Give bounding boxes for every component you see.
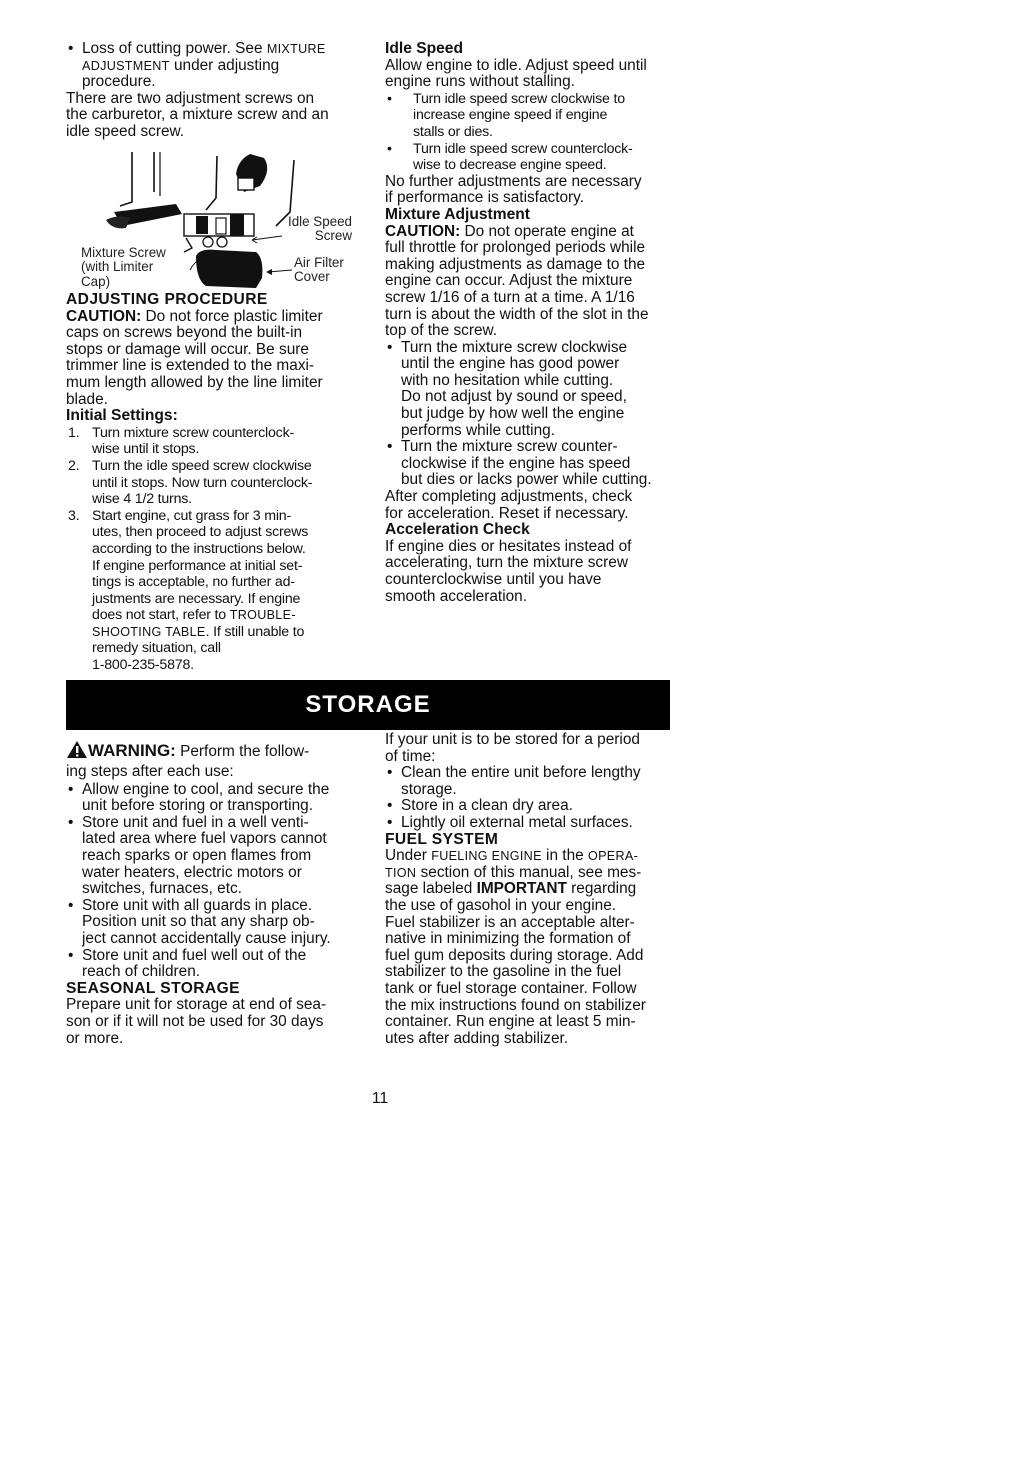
warning-triangle-icon bbox=[66, 740, 88, 764]
bullet-icon: • bbox=[387, 764, 393, 782]
warning-paragraph: WARNING: Perform the follow- bbox=[66, 740, 366, 764]
storage-right-column bbox=[385, 732, 685, 1047]
section-heading: ADJUSTING PROCEDURE bbox=[66, 291, 268, 308]
bullet-icon: • bbox=[387, 438, 393, 456]
bullet-icon: • bbox=[68, 946, 74, 964]
cross-reference: ADJUSTMENT bbox=[82, 58, 170, 73]
bullet-icon: • bbox=[387, 813, 393, 831]
list-item: • Clean the entire unit before lengthy storage. bbox=[387, 764, 641, 798]
bullet-text: procedure. bbox=[82, 73, 156, 91]
list-item bbox=[66, 41, 366, 91]
cross-reference: TROUBLE- bbox=[229, 608, 296, 623]
mixture-screw-label: Mixture Screw (with Limiter Cap) bbox=[81, 245, 166, 289]
right-top-column bbox=[385, 41, 685, 605]
list-item: • Store unit with all guards in place. Position unit so that any sharp ob- ject cannot accidentally cause injury. bbox=[68, 896, 331, 947]
acceleration-check-paragraph: If engine dies or hesitates instead of accelerating, turn the mixture screw counterclockwise until you have smooth acceleration. bbox=[385, 537, 632, 605]
list-item: • Lightly oil external metal surfaces. bbox=[387, 813, 633, 831]
important-label: IMPORTANT bbox=[476, 880, 567, 898]
caution-label: CAUTION: bbox=[66, 307, 142, 325]
numbered-step: 3. Start engine, cut grass for 3 min- utes, then proceed to adjust screws according to the instructions below. If engine performance at initial set- tings is acceptable, no further ad- justments are necessary. If engine does not start, refer to TROUBLE- SHOOTING TABLE. If still unable to remedy situation, call 1-800-235-5878. bbox=[68, 507, 309, 674]
cross-reference: OPERA- bbox=[587, 849, 639, 864]
step-number: 3. bbox=[68, 507, 80, 524]
bullet-icon: • bbox=[387, 90, 392, 107]
seasonal-storage-heading: SEASONAL STORAGE bbox=[66, 979, 240, 997]
bullet-icon: • bbox=[68, 40, 74, 57]
storage-left-column bbox=[66, 740, 366, 1047]
bullet-icon: • bbox=[387, 338, 393, 356]
bullet-icon: • bbox=[68, 896, 74, 914]
bullet-icon: • bbox=[387, 140, 392, 157]
cross-reference: TION bbox=[385, 865, 417, 880]
cross-reference: MIXTURE bbox=[266, 42, 326, 56]
step-number: 2. bbox=[68, 457, 80, 474]
list-item: • Turn the mixture screw counter- clockwise if the engine has speed but dies or lacks power while cutting. bbox=[387, 438, 652, 489]
banner-title: STORAGE bbox=[305, 690, 431, 718]
list-item: • Turn the mixture screw clockwise until the engine has good power with no hesitation while cutting. Do not adjust by sound or speed, but judge by how well the engine performs while cutting. bbox=[387, 338, 628, 439]
warning-label: WARNING: bbox=[88, 741, 176, 760]
air-filter-cover-label: Air Filter Cover bbox=[294, 255, 344, 285]
idle-speed-note: No further adjustments are necessary if performance is satisfactory. bbox=[385, 172, 642, 207]
bullet-icon: • bbox=[387, 797, 393, 815]
cross-reference: FUELING ENGINE bbox=[431, 849, 542, 864]
caution-paragraph: CAUTION: Do not force plastic limiter caps on screws beyond the built-in stops or damage will occur. Be sure trimmer line is extended to the maxi- mum length allowed by the line limiter blade. bbox=[66, 307, 323, 408]
numbered-step: 2. Turn the idle speed screw clockwise until it stops. Now turn counterclock- wise 4 1/2 turns. bbox=[68, 457, 313, 508]
fuel-system-paragraph: Under FUELING ENGINE in the OPERA- TION section of this manual, see mes- sage labeled IMPORTANT regarding the use of gasohol in your engine. bbox=[385, 847, 642, 914]
bullet-icon: • bbox=[68, 813, 74, 831]
idle-speed-heading: Idle Speed bbox=[385, 40, 463, 57]
page-number: 11 bbox=[371, 1090, 389, 1107]
left-top-column bbox=[66, 41, 366, 141]
bullet-text: under adjusting bbox=[169, 56, 280, 74]
storage-intro-paragraph: If your unit is to be stored for a period of time: bbox=[385, 731, 640, 765]
idle-speed-screw-label: Idle Speed Screw bbox=[287, 214, 352, 244]
list-item: • Turn idle speed screw counterclock- wise to decrease engine speed. bbox=[387, 140, 633, 174]
list-item: • Store unit and fuel in a well venti- lated area where fuel vapors cannot reach sparks or open flames from water heaters, electric motors or switches, furnaces, etc. bbox=[68, 813, 327, 898]
list-item: • Turn idle speed screw clockwise to increase engine speed if engine stalls or dies. bbox=[387, 90, 625, 140]
list-item: • Store unit and fuel well out of the reach of children. bbox=[68, 946, 307, 981]
fuel-system-heading: FUEL SYSTEM bbox=[385, 830, 499, 848]
acceleration-check-heading: Acceleration Check bbox=[385, 521, 530, 539]
mixture-adjustment-heading: Mixture Adjustment bbox=[385, 205, 530, 223]
mixture-caution-paragraph: CAUTION: Do not operate engine at full throttle for prolonged periods while making adjustments as damage to the engine can occur. Adjust the mixture screw 1/16 of a turn at a time. A 1/16 turn is about the width of the slot in the top of the screw. bbox=[385, 222, 649, 340]
carburetor-figure bbox=[66, 152, 366, 290]
stabilizer-paragraph: Fuel stabilizer is an acceptable alter- native in minimizing the formation of fuel gum deposits during storage. Add stabilizer to the gasoline in the fuel tank or fuel storage container. Follow the mix instructions found on stabilizer container. Run engine at least 5 min- utes after adding stabilizer. bbox=[385, 913, 646, 1047]
adjusting-procedure-section bbox=[66, 292, 366, 674]
step-number: 1. bbox=[68, 424, 80, 441]
caution-label: CAUTION: bbox=[385, 222, 461, 240]
list-item: • Allow engine to cool, and secure the unit before storing or transporting. bbox=[68, 780, 330, 815]
list-item: • Store in a clean dry area. bbox=[387, 797, 573, 815]
cross-reference: SHOOTING TABLE bbox=[92, 624, 206, 639]
bullet-text: Loss of cutting power. See bbox=[82, 40, 267, 57]
idle-speed-paragraph: Allow engine to idle. Adjust speed until engine runs without stalling. bbox=[385, 56, 647, 91]
storage-banner bbox=[66, 680, 670, 730]
subsection-heading: Initial Settings: bbox=[66, 407, 178, 425]
warning-paragraph-continued: ing steps after each use: bbox=[66, 763, 234, 780]
bullet-icon: • bbox=[68, 780, 74, 798]
intro-paragraph: There are two adjustment screws on the carburetor, a mixture screw and an idle speed screw. bbox=[66, 89, 329, 140]
seasonal-storage-paragraph: Prepare unit for storage at end of sea- son or if it will not be used for 30 days or more. bbox=[66, 996, 327, 1047]
after-adjustment-paragraph: After completing adjustments, check for acceleration. Reset if necessary. bbox=[385, 488, 633, 522]
numbered-step: 1. Turn mixture screw counterclock- wise until it stops. bbox=[68, 424, 294, 458]
